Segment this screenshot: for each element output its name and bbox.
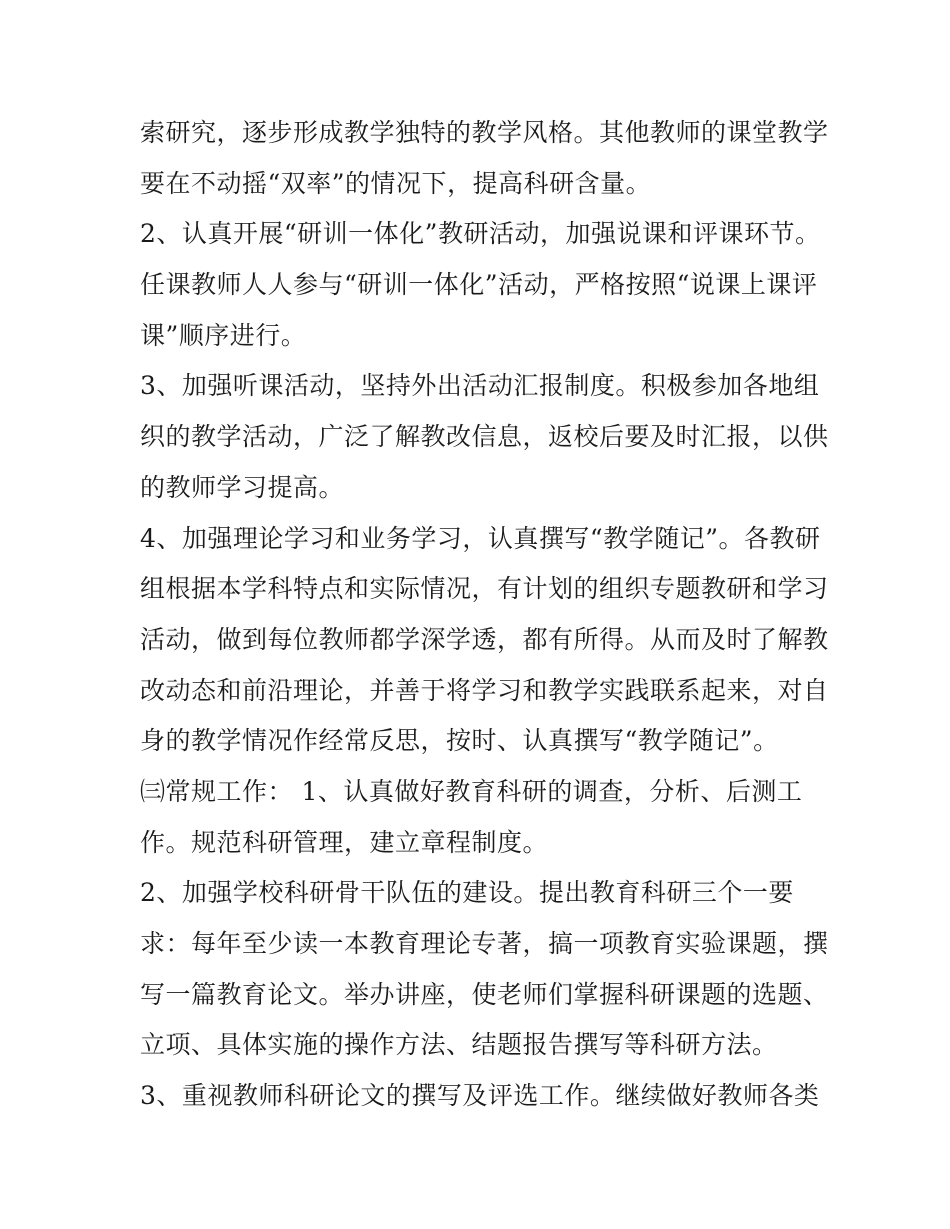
- text-line: 2、认真开展“研训一体化”教研活动，加强说课和评课环节。: [140, 219, 821, 249]
- text-line: ㈢常规工作： 1、认真做好教育科研的调查，分析、后测工: [140, 776, 803, 806]
- text-line: 3、加强听课活动，坚持外出活动汇报制度。积极参加各地组: [140, 371, 820, 401]
- text-line: 任课教师人人参与“研训一体化”活动，严格按照“说课上课评: [140, 270, 818, 300]
- text-line: 组根据本学科特点和实际情况，有计划的组织专题教研和学习: [140, 574, 829, 604]
- text-line: 课”顺序进行。: [140, 320, 307, 350]
- text-line: 身的教学情况作经常反思，按时、认真撰写“教学随记”。: [140, 726, 779, 756]
- body-text: [140, 108, 830, 1122]
- text-line: 4、加强理论学习和业务学习，认真撰写“教学随记”。各教研: [140, 523, 821, 553]
- text-line: 求：每年至少读一本教育理论专著，搞一项教育实验课题，撰: [140, 929, 829, 958]
- text-line: 织的教学活动，广泛了解教改信息，返校后要及时汇报，以供: [140, 422, 829, 452]
- text-line: 的教师学习提高。: [140, 472, 345, 502]
- text-line: 改动态和前沿理论，并善于将学习和教学实践联系起来，对自: [140, 675, 829, 705]
- text-line: 3、重视教师科研论文的撰写及评选工作。继续做好教师各类: [140, 1081, 820, 1111]
- text-line: 写一篇教育论文。举办讲座，使老师们掌握科研课题的选题、: [140, 979, 829, 1009]
- text-line: 作。规范科研管理，建立章程制度。: [140, 827, 549, 857]
- text-line: 立项、具体实施的操作方法、结题报告撰写等科研方法。: [140, 1030, 778, 1060]
- text-line: 活动，做到每位教师都学深学透，都有所得。从而及时了解教: [140, 624, 829, 654]
- text-line: 索研究，逐步形成教学独特的教学风格。其他教师的课堂教学: [140, 118, 829, 147]
- text-line: 要在不动摇“双率”的情况下，提高科研含量。: [140, 168, 652, 198]
- text-line: 2、加强学校科研骨干队伍的建设。提出教育科研三个一要: [140, 878, 794, 908]
